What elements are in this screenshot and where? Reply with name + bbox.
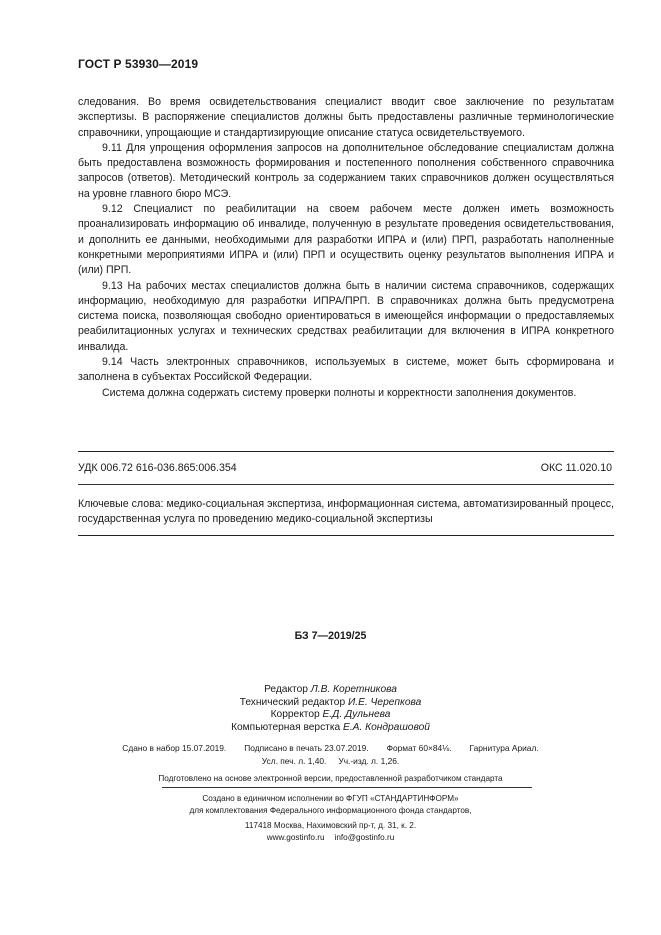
credit-corrector: Корректор Е.Д. Дульнева xyxy=(270,709,391,721)
paragraph-continuation: следования. Во время освидетельствования специалист вводит свое заключение по результатам экспертизы. В распоряжение специалистов должны быть предоставлены различные терминологические справочники, упрощающие и стандартизирующие описание статуса освидетельствуемого. xyxy=(78,96,614,139)
paragraph-9-13: 9.13 На рабочих местах специалистов должна быть в наличии система справочников, содержащих информацию, необходимую для разработки ИПРА/ПРП. В справочниках должна быть предусмотрена система поиска, позволяющая свободно ориентироваться в имеющейся информации о предоставляемых реабилитационных услугах и технических средствах реабилитации для включения в ИПРА конкретного инвалида. xyxy=(78,279,614,353)
paragraph-9-11: 9.11 Для упрощения оформления запросов на дополнительное обследование специалистам должна быть предоставлена возможность формирования и постепенного пополнения собственного справочника запросов (ответов). Методический контроль за содержанием таких справочников должен осуществляться на уровне главного бюро МСЭ. xyxy=(78,141,614,200)
credit-editor: Редактор Л.В. Коретникова xyxy=(264,684,397,695)
email-link[interactable]: info@gostinfo.ru xyxy=(334,832,395,842)
imprint-line-2: Усл. печ. л. 1,40. Уч.-изд. л. 1,26. xyxy=(261,756,400,766)
divider-publisher xyxy=(162,787,532,788)
divider-bottom xyxy=(78,535,614,536)
body-text xyxy=(78,95,614,401)
publisher-block xyxy=(0,793,661,816)
imprint-line-1: Сдано в набор 15.07.2019. Подписано в печать 23.07.2019. Формат 60×84⅛. Гарнитура Ариал. xyxy=(122,743,539,753)
publisher-line-1: Создано в единичном исполнении во ФГУП «СТАНДАРТИНФОРМ» xyxy=(202,794,459,803)
imprint-block xyxy=(0,742,661,768)
keywords: Ключевые слова: медико-социальная экспертиза, информационная система, автоматизированный процесс, государственная услуга по проведению медико-социальной экспертизы xyxy=(78,498,614,525)
credits-block xyxy=(0,684,661,734)
document-standard-number: ГОСТ Р 53930—2019 xyxy=(78,57,199,71)
paragraph-9-14: 9.14 Часть электронных справочников, используемых в системе, может быть сформирована и заполнена в субъектах Российской Федерации. xyxy=(78,356,614,384)
publisher-contacts xyxy=(0,832,661,844)
prepared-note: Подготовлено на основе электронной версии, предоставленной разработчиком стандарта xyxy=(158,774,503,783)
oks-code: ОКС 11.020.10 xyxy=(540,462,612,474)
bz-number: БЗ 7—2019/25 xyxy=(294,630,367,642)
divider-top xyxy=(78,451,614,452)
paragraph-9-12: 9.12 Специалист по реабилитации на своем рабочем месте должен иметь возможность проанализировать информацию об инвалиде, полученную в результате проведения освидетельствования, и дополнить ее данными, необходимыми для разработки ИПРА и (или) ПРП, разработать наполненные конкретными мероприятиями ИПРА и (или) ПРП и осуществить оценку результатов выполнения ИПРА и (или) ПРП. xyxy=(78,203,614,277)
website-link[interactable]: www.gostinfo.ru xyxy=(266,832,325,842)
publisher-address: 117418 Москва, Нахимовский пр-т, д. 31, к. 2. xyxy=(244,821,417,830)
credit-technical-editor: Технический редактор И.Е. Черепкова xyxy=(239,696,422,708)
address-block xyxy=(0,820,661,843)
credit-layout: Компьютерная верстка Е.А. Кондрашовой xyxy=(231,721,430,733)
divider-middle xyxy=(78,484,614,485)
publisher-line-2: для комплектования Федерального информационного фонда стандартов, xyxy=(189,805,472,815)
udk-code: УДК 006.72 616-036.865:006.354 xyxy=(78,462,237,474)
paragraph-system-check: Система должна содержать систему проверки полноты и корректности заполнения документов. xyxy=(102,386,577,399)
